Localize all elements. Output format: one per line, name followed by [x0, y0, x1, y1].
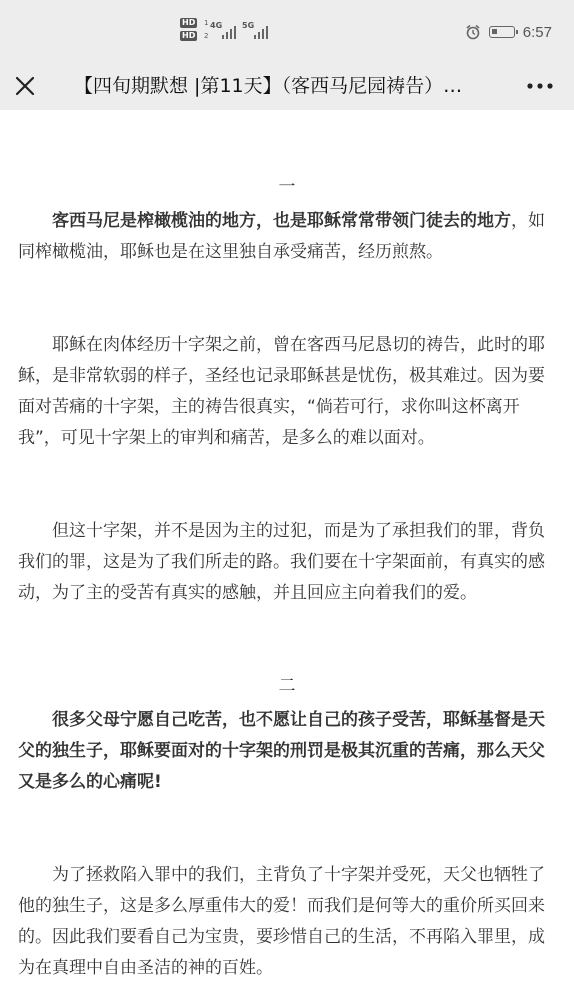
section-number-2: 二: [278, 676, 296, 696]
status-right: [465, 22, 552, 42]
hd-badge-sim1: HD: [182, 18, 196, 27]
section-number-1: 一: [278, 177, 296, 197]
network-type-sim2: 5G: [242, 21, 255, 30]
paragraph-3: 但这十字架，并不是因为主的过犯，而是为了承担我们的罪，背负我们的罪，这是为了我们所走的路。我们要在十字架面前，有真实的感动，为了主的受苦有真实的感触，并且回应主向着我们的爱。: [18, 521, 545, 603]
status-bar: [0, 0, 574, 62]
paragraph-5: 为了拯救陷入罪中的我们，主背负了十字架并受死，天父也牺牲了他的独生子，这是多么厚重伟大的爱！而我们是何等大的重价所买回来的。因此我们要看自己为宝贵，要珍惜自己的生活，不再陷入罪里，成为在真理中自由圣洁的神的百姓。: [18, 865, 545, 978]
hd-badge-sim2: HD: [182, 31, 196, 40]
article-body: [18, 110, 556, 984]
top-nav-bar: [0, 62, 574, 110]
page-title: 【四旬期默想 |第11天】（客西马尼园祷告）…: [74, 75, 463, 97]
more-icon[interactable]: [526, 74, 554, 98]
paragraph-1-rest: ，如同榨橄榄油，耶稣也是在这里独自承受痛苦，经历煎熬。: [18, 211, 545, 262]
alarm-icon: [465, 24, 481, 40]
close-icon[interactable]: [10, 71, 40, 101]
signal-bars-sim1-icon: [222, 25, 236, 39]
paragraph-2: 耶稣在肉体经历十字架之前，曾在客西马尼恳切的祷告，此时的耶稣，是非常软弱的样子，圣经也记录耶稣甚是忧伤，极其难过。因为要面对苦痛的十字架，主的祷告很真实，“倘若可行，求你叫这杯离开我”，可见十字架上的审判和痛苦，是多么的难以面对。: [18, 335, 545, 448]
paragraph-1-bold: 客西马尼是榨橄榄油的地方，也是耶稣常常带领门徒去的地方: [52, 211, 511, 231]
status-time: 6:57: [522, 23, 552, 41]
paragraph-4: 很多父母宁愿自己吃苦，也不愿让自己的孩子受苦，耶稣基督是天父的独生子，耶稣要面对的十字架的刑罚是极其沉重的苦痛，那么天父又是多么的心痛呢!: [18, 710, 545, 792]
battery-icon: [489, 26, 515, 38]
signal-bars-sim2-icon: [254, 25, 268, 39]
sim2-index: 2: [204, 32, 209, 40]
paragraph-1: [18, 206, 556, 268]
sim1-index: 1: [204, 19, 209, 27]
network-type-sim1: 4G: [210, 21, 223, 30]
